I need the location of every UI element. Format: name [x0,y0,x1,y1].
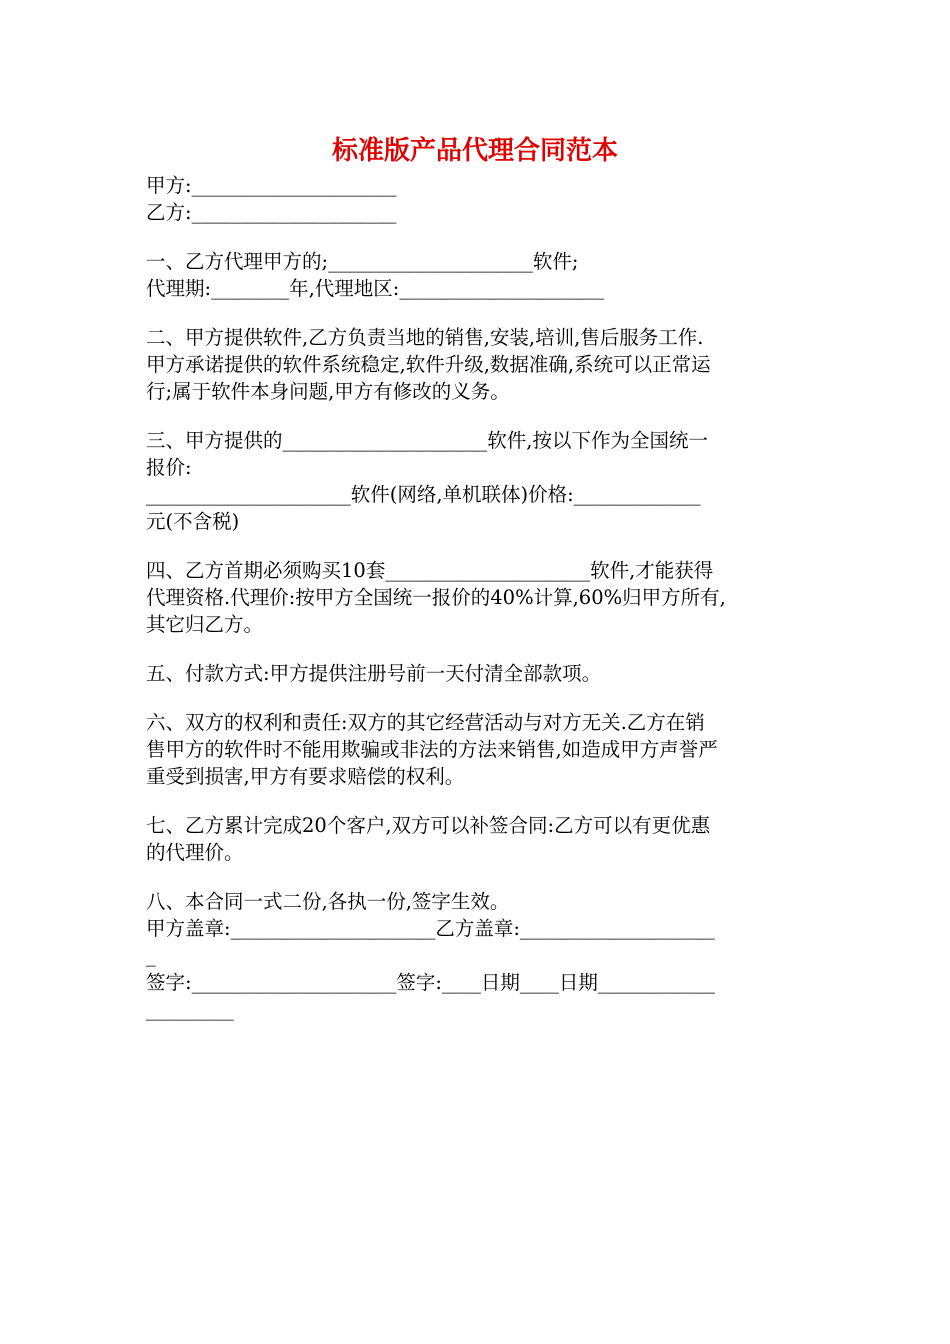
signature-line-continuation: _________ [146,998,234,1021]
clause-7-line: 的代理价。 [146,841,244,864]
clause-1-line: 一、乙方代理甲方的;_____________________软件; [146,250,579,273]
clause-6-line: 六、双方的权利和责任:双方的其它经营活动与对方无关.乙方在销 [146,711,705,734]
clause-2-line: 二、甲方提供软件,乙方负责当地的销售,安装,培训,售后服务工作. [146,326,704,349]
clause-3-line: 三、甲方提供的_____________________软件,按以下作为全国统一 [146,429,708,452]
clause-3-line: _____________________软件(网络,单机联体)价格:_____________ [146,483,701,506]
clause-6-line: 重受到损害,甲方有要求赔偿的权利。 [146,765,465,788]
clause-3-line: 元(不含税) [146,510,240,533]
clause-1-line: 代理期:________年,代理地区:_____________________ [146,277,605,300]
clause-3-line: 报价: [146,456,192,479]
clause-4-line: 四、乙方首期必须购买10套_____________________软件,才能获得 [146,559,714,582]
clause-8-line: 八、本合同一式二份,各执一份,签字生效。 [146,890,510,913]
document-title: 标准版产品代理合同范本 [331,136,618,166]
clause-4-line: 代理资格.代理价:按甲方全国统一报价的40%计算,60%归甲方所有, [146,586,726,609]
clause-4-line: 其它归乙方。 [146,613,264,636]
clause-7-line: 七、乙方累计完成20个客户,双方可以补签合同:乙方可以有更优惠 [146,814,711,837]
clause-2-line: 行;属于软件本身问题,甲方有修改的义务。 [146,380,510,403]
clause-6-line: 售甲方的软件时不能用欺骗或非法的方法来销售,如造成甲方声誉严 [146,738,718,761]
contract-body [146,172,810,1023]
party-a-line: 甲方:_____________________ [146,174,397,197]
clause-2-line: 甲方承诺提供的软件系统稳定,软件升级,数据准确,系统可以正常运 [146,353,711,376]
seal-line-continuation: _ [146,944,156,967]
seal-line: 甲方盖章:_____________________乙方盖章:____________________ [146,917,715,940]
clause-5-line: 五、付款方式:甲方提供注册号前一天付清全部款项。 [146,662,602,685]
party-b-line: 乙方:_____________________ [146,201,397,224]
signature-line: 签字:_____________________签字:____日期____日期____________ [146,971,715,994]
